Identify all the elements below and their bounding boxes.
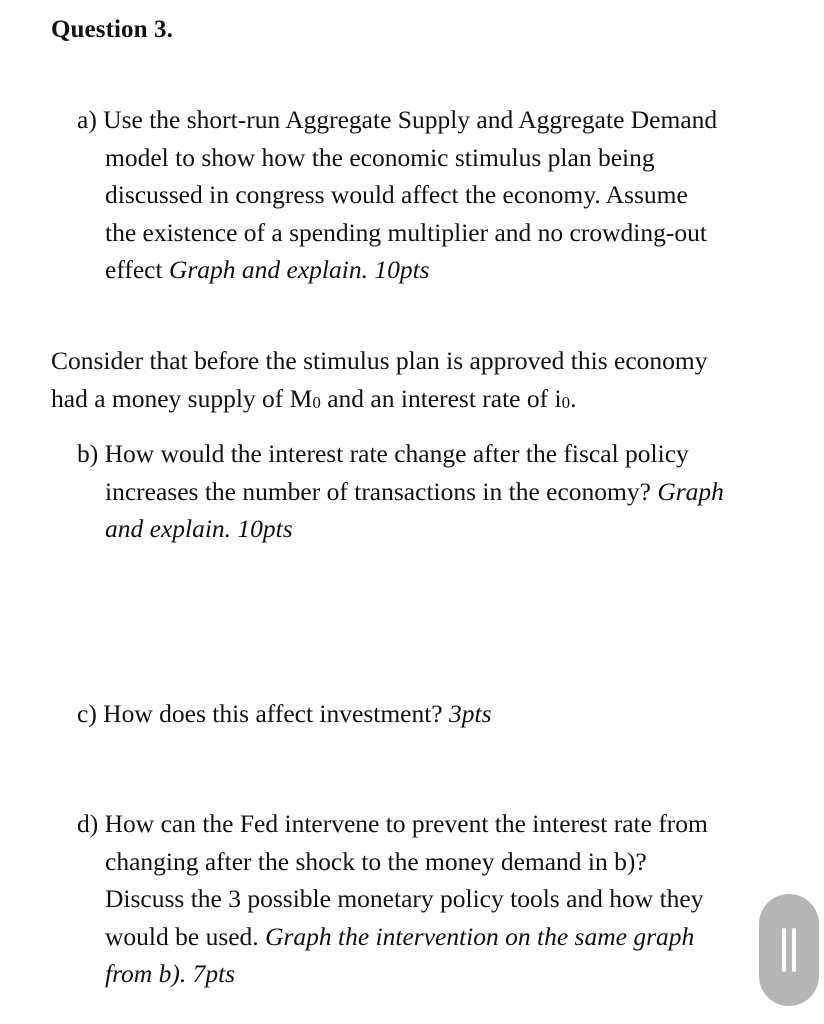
part-d-line: Discuss the 3 possible monetary policy tools and how they [105, 884, 704, 913]
part-d-line [77, 955, 777, 993]
context-text: had a money supply of M [51, 383, 313, 413]
part-d-line: d) How can the Fed intervene to prevent the interest rate from [77, 809, 708, 838]
part-a-line: the existence of a spending multiplier and no crowding-out [105, 217, 707, 247]
part-d-line [77, 918, 777, 956]
part-a-line: discussed in congress would affect the economy. Assume [105, 180, 688, 209]
part-a-line: a) Use the short-run Aggregate Supply and Aggregate Demand [77, 105, 718, 134]
interest-rate-subscript: 0 [561, 392, 571, 412]
question-title: Question 3. [51, 16, 173, 43]
drag-handle-icon [782, 928, 786, 972]
money-supply-subscript: 0 [312, 392, 321, 412]
question-part-a [77, 101, 797, 289]
question-part-d [77, 805, 777, 993]
part-b-line [77, 473, 797, 511]
context-line: Consider that before the stimulus plan is approved this economy [51, 346, 708, 375]
part-b-points: and explain. 10pts [105, 514, 293, 543]
scroll-handle[interactable] [759, 894, 819, 1006]
part-a-points: Graph and explain. 10pts [168, 255, 430, 284]
part-a-last-plain: effect [105, 255, 169, 284]
part-c-text: c) How does this affect investment? [77, 699, 450, 728]
drag-handle-icon [792, 928, 796, 972]
context-period: . [570, 383, 577, 413]
part-d-line: changing after the shock to the money demand in b)? [105, 846, 647, 876]
part-b-text: increases the number of transactions in the economy? [105, 476, 658, 506]
part-b-line: b) How would the interest rate change after the fiscal policy [77, 439, 689, 468]
part-c-points: 3pts [449, 699, 492, 728]
context-paragraph [51, 342, 791, 421]
question-part-b [77, 435, 797, 548]
part-b-line [77, 510, 797, 548]
part-d-instruction: Graph the intervention on the same graph [265, 921, 695, 951]
context-line [51, 380, 791, 422]
context-text: and an interest rate of i [320, 383, 562, 413]
part-b-instruction: Graph [657, 476, 724, 506]
part-c-line [77, 695, 797, 733]
part-d-points: from b). 7pts [105, 959, 236, 988]
question-part-c [77, 695, 797, 733]
part-d-text: would be used. [105, 921, 266, 951]
part-a-line [77, 251, 797, 289]
part-a-line: model to show how the economic stimulus plan being [105, 142, 655, 172]
